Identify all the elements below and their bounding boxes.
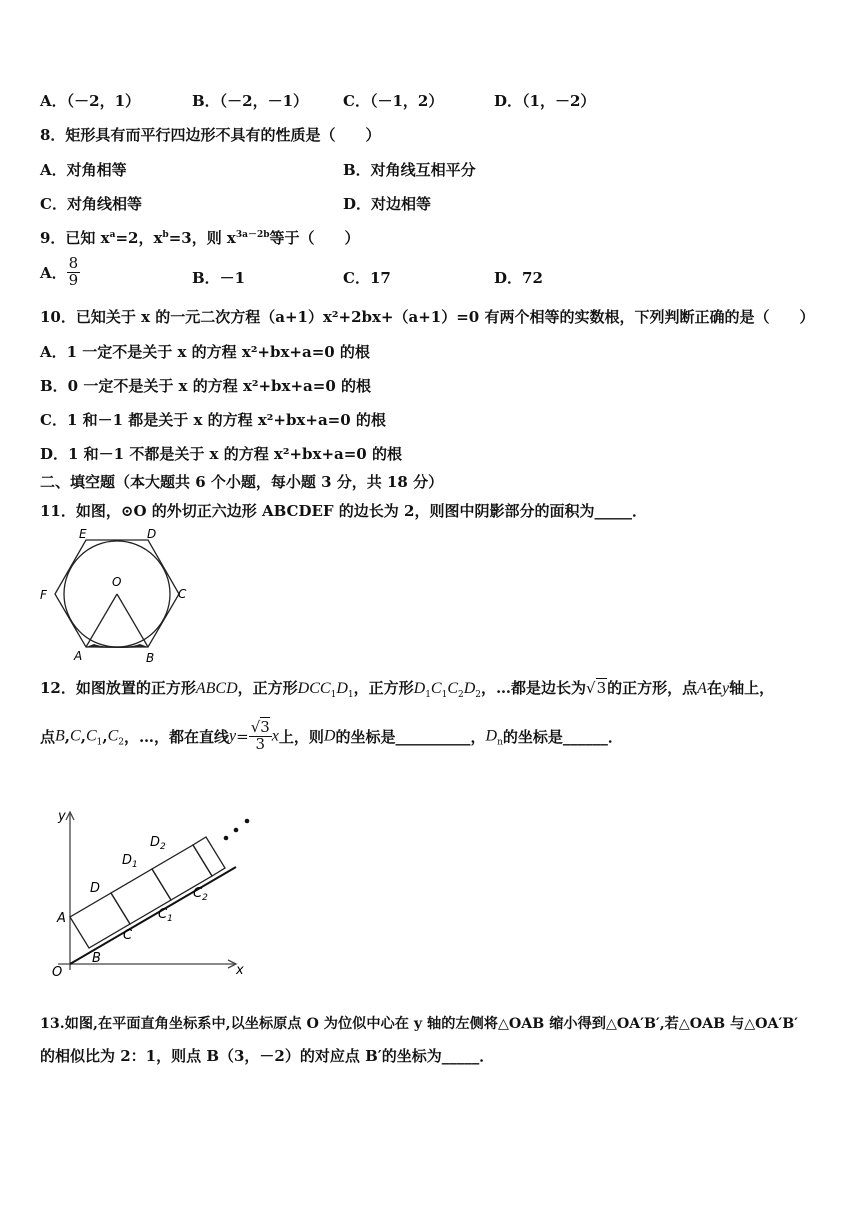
- label-d1: $D_1$: [122, 853, 138, 870]
- q10-option-c: C．1 和－1 都是关于 x 的方程 x²+bx+a=0 的根: [40, 411, 386, 429]
- label-a: A: [57, 911, 66, 926]
- section-2-heading: 二、填空题（本大题共 6 个小题，每小题 3 分，共 18 分）: [40, 473, 444, 491]
- label-f: F: [40, 588, 47, 602]
- q7-option-d: D．（1，－2）: [494, 92, 596, 110]
- hexagon: [55, 540, 179, 647]
- ellipsis-dot-2: [234, 828, 239, 833]
- label-c2: $C_2$: [193, 886, 208, 903]
- label-c: C: [178, 587, 187, 601]
- q9-option-b: B．－1: [192, 269, 246, 287]
- ellipsis-dot-1: [224, 836, 229, 841]
- q12-stem-line-1: 12．如图放置的正方形ABCD，正方形$DCC_1D_1$，正方形$D_1C_1C_2D_2$，…都是边长为√3的正方形，点A在y轴上，: [40, 679, 775, 700]
- q9-option-c: C．17: [343, 269, 391, 287]
- square-d1c1c2d2: [152, 845, 212, 900]
- q8-option-a: A．对角相等: [40, 161, 127, 179]
- radius-oa: [86, 594, 117, 647]
- label-c: C: [123, 928, 133, 943]
- radius-ob: [117, 594, 148, 647]
- label-d: D: [147, 527, 157, 541]
- q9-option-d: D．72: [494, 269, 543, 287]
- label-b: B: [92, 951, 101, 966]
- q7-option-b: B．（－2，－1）: [192, 92, 309, 110]
- label-a: A: [74, 649, 83, 663]
- label-y: y: [58, 809, 66, 824]
- q11-stem: 11．如图，⊙O 的外切正六边形 ABCDEF 的边长为 2，则图中阴影部分的面积为_____．: [40, 502, 647, 520]
- q10-stem: 10．已知关于 x 的一元二次方程（a+1）x²+2bx+（a+1）=0 有两个相等的实数根，下列判断正确的是（ ）: [40, 308, 815, 326]
- square-abcd: [70, 893, 130, 948]
- q9-stem: 9．已知 $x^a=2$，$x^b=3$，则 $x^{3a-2b}$等于（ ）: [40, 229, 360, 247]
- q12-squares-figure: [40, 800, 265, 985]
- q10-option-b: B．0 一定不是关于 x 的方程 x²+bx+a=0 的根: [40, 377, 371, 395]
- label-o: O: [52, 965, 63, 980]
- ellipsis-dot-3: [245, 819, 250, 824]
- q10-option-d: D．1 和－1 不都是关于 x 的方程 x²+bx+a=0 的根: [40, 445, 402, 463]
- q13-stem-line-2: 的相似比为 2：1，则点 B（3，－2）的对应点 B′的坐标为_____．: [40, 1047, 495, 1065]
- q13-stem-line-1: 13.如图,在平面直角坐标系中,以坐标原点 O 为位似中心在 y 轴的左侧将△OAB 缩小得到△OA′B′,若△OAB 与△OA′B′: [40, 1016, 798, 1032]
- label-d: D: [90, 881, 101, 896]
- shaded-region: [86, 647, 148, 648]
- q7-option-a: A．（－2，1）: [40, 92, 141, 110]
- label-x: x: [236, 963, 244, 978]
- square-fourth: [193, 837, 225, 876]
- q7-option-c: C．（－1，2）: [343, 92, 444, 110]
- q9-option-a: A． $\frac{8}{9}$: [40, 254, 79, 289]
- q8-option-d: D．对边相等: [343, 195, 432, 213]
- label-o: O: [112, 575, 122, 589]
- label-b: B: [146, 651, 155, 665]
- label-e: E: [79, 527, 87, 541]
- q11-hexagon-figure: [36, 525, 206, 667]
- q12-stem-line-2: 点$B,C,C_1,C_2$，…，都在直线y= $\frac{√3}{3}$ x上，则D的坐标是__________，$D_n$的坐标是______．: [40, 718, 623, 753]
- label-d2: $D_2$: [150, 835, 166, 852]
- q8-option-b: B．对角线互相平分: [343, 161, 476, 179]
- q10-option-a: A．1 一定不是关于 x 的方程 x²+bx+a=0 的根: [40, 343, 370, 361]
- q8-stem: 8．矩形具有而平行四边形不具有的性质是（ ）: [40, 126, 381, 144]
- label-c1: $C_1$: [158, 907, 173, 924]
- q8-option-c: C．对角线相等: [40, 195, 142, 213]
